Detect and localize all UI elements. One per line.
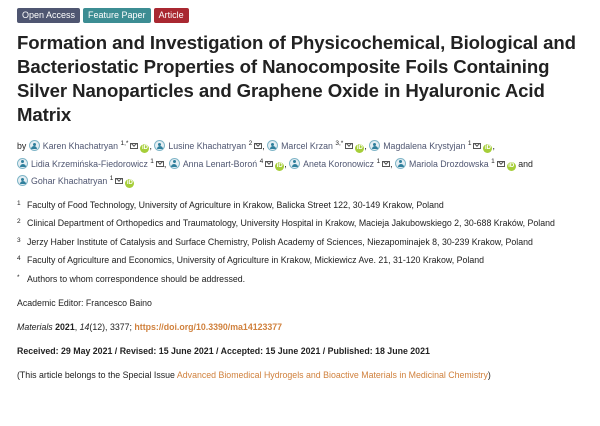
person-icon[interactable]	[289, 158, 300, 169]
person-icon[interactable]	[29, 140, 40, 151]
author-name[interactable]: Mariola Drozdowska	[409, 158, 489, 169]
author-name[interactable]: Lidia Krzemińska-Fiedorowicz	[31, 158, 148, 169]
mail-icon[interactable]	[130, 143, 138, 149]
orcid-icon[interactable]: iD	[276, 162, 283, 169]
orcid-icon[interactable]: iD	[484, 145, 491, 151]
special-issue-link[interactable]: Advanced Biomedical Hydrogels and Bioactive Materials in Medicinal Chemistry	[176, 370, 488, 380]
mail-icon[interactable]	[156, 161, 164, 167]
person-icon[interactable]	[154, 140, 165, 151]
affiliation-item	[17, 236, 592, 249]
affiliation-list	[17, 199, 592, 286]
publication-dates: Received: 29 May 2021 / Revised: 15 June 2021 / Accepted: 15 June 2021 / Published: 18 June 2021	[17, 346, 430, 356]
authors-and: and	[518, 158, 533, 169]
journal-name: Materials	[17, 322, 53, 332]
special-issue-suffix: )	[487, 370, 491, 380]
orcid-icon[interactable]: iD	[508, 162, 515, 169]
mail-icon[interactable]	[254, 143, 262, 149]
affiliation-item	[17, 199, 592, 212]
mail-icon[interactable]	[382, 161, 390, 167]
author-affiliation-sup: 1	[491, 157, 495, 165]
affiliation-text: Authors to whom correspondence should be addressed.	[27, 273, 246, 284]
affiliation-item	[17, 273, 592, 286]
author-name[interactable]: Magdalena Krystyjan	[383, 141, 466, 151]
affiliation-item	[17, 254, 592, 267]
citation-issue-pages: (12), 3377;	[89, 322, 132, 332]
affiliation-number: 2	[17, 218, 21, 225]
person-icon[interactable]	[169, 158, 180, 169]
affiliation-number: 1	[17, 199, 21, 207]
article-header	[17, 8, 592, 381]
authors-prefix: by	[17, 141, 27, 151]
author-entry	[29, 141, 150, 151]
author-affiliation-sup: 1	[150, 157, 154, 165]
special-issue-prefix: (This article belongs to the Special Issue	[17, 370, 175, 380]
author-entry	[289, 159, 390, 169]
open-access-badge[interactable]: Open Access	[17, 8, 80, 23]
person-icon[interactable]	[395, 158, 406, 169]
author-list: by Karen Khachatryan $^{1,*}$iD , Lusine Khachatryan $^2$ , Marcel Krzan $^{3,*}$iD , Magdalena Krystyjan $^1$iD , Lidia Krzemińska-Fiedorowicz $^1$ , Anna Lenart-Boroń $^4$iD , Aneta Koronowicz $^1$ , Mariola Drozdowska $^1$iD and Gohar Khachatryan $^1$iD	[17, 140, 533, 186]
affiliation-number: 4	[17, 255, 21, 262]
author-name[interactable]: Marcel Krzan	[281, 141, 333, 151]
author-entry	[169, 159, 284, 169]
orcid-icon[interactable]: iD	[126, 180, 133, 186]
author-affiliation-sup: 4	[259, 157, 264, 165]
person-icon[interactable]	[17, 158, 28, 169]
author-entry	[17, 159, 164, 169]
author-name[interactable]: Anna Lenart-Boroń	[182, 158, 258, 169]
orcid-icon[interactable]: iD	[356, 145, 363, 151]
mail-icon[interactable]	[497, 161, 505, 167]
citation-year: 2021	[55, 322, 75, 332]
author-name[interactable]: Gohar Khachatryan	[31, 176, 108, 186]
feature-paper-badge[interactable]: Feature Paper	[83, 8, 151, 23]
author-name[interactable]: Aneta Koronowicz	[303, 158, 375, 169]
author-name[interactable]: Lusine Khachatryan	[168, 141, 247, 151]
author-affiliation-sup: 2	[248, 140, 253, 147]
affiliation-text: Clinical Department of Orthopedics and Traumatology, University Hospital in Krakow, Macieja Jakubowskiego 2, 30-688 Kraków, Poland	[27, 218, 555, 228]
author-entry	[369, 141, 492, 151]
mail-icon[interactable]	[115, 178, 123, 184]
doi-link[interactable]: https://doi.org/10.3390/ma14123377	[134, 322, 283, 332]
author-affiliation-sup: 3,*	[335, 140, 344, 147]
mail-icon[interactable]	[265, 161, 273, 167]
affiliation-text: Jerzy Haber Institute of Catalysis and Surface Chemistry, Polish Academy of Sciences, Niezapominajek 8, 30-239 Krakow, Poland	[27, 236, 533, 247]
academic-editor: Academic Editor: Francesco Baino	[17, 298, 152, 308]
citation-volume: 14	[79, 322, 90, 332]
author-entry	[17, 176, 134, 186]
special-issue-note	[17, 369, 592, 381]
author-name[interactable]: Karen Khachatryan	[42, 141, 119, 151]
author-affiliation-sup: 1,*	[120, 140, 129, 147]
orcid-icon[interactable]: iD	[141, 145, 148, 151]
mail-icon[interactable]	[473, 143, 481, 149]
article-type-badge[interactable]: Article	[154, 8, 189, 23]
citation: Materials 2021, 14(12), 3377; https://doi.org/10.3390/ma14123377	[17, 322, 283, 332]
author-affiliation-sup: 1	[376, 157, 381, 165]
author-entry	[267, 141, 364, 151]
article-title: Formation and Investigation of Physicochemical, Biological and Bacteriostatic Properties of Nanocomposite Foils Containing Silver Nanoparticles and Graphene Oxide in Hyaluronic Acid Matrix	[17, 32, 576, 125]
badge-row	[17, 8, 592, 23]
person-icon[interactable]	[267, 140, 278, 151]
affiliation-item	[17, 217, 592, 230]
author-affiliation-sup: 1	[467, 140, 472, 147]
affiliation-text: Faculty of Food Technology, University of Agriculture in Krakow, Balicka Street 122, 30-149 Krakow, Poland	[27, 199, 444, 210]
author-affiliation-sup: 1	[109, 175, 114, 182]
affiliation-text: Faculty of Agriculture and Economics, University of Agriculture in Krakow, Mickiewicz Ave. 21, 31-120 Krakow, Poland	[27, 255, 484, 265]
author-entry	[395, 159, 516, 169]
author-entry	[154, 141, 262, 151]
person-icon[interactable]	[17, 175, 28, 186]
affiliation-number: *	[17, 273, 20, 281]
person-icon[interactable]	[369, 140, 380, 151]
affiliation-number: 3	[17, 236, 21, 244]
mail-icon[interactable]	[345, 143, 353, 149]
